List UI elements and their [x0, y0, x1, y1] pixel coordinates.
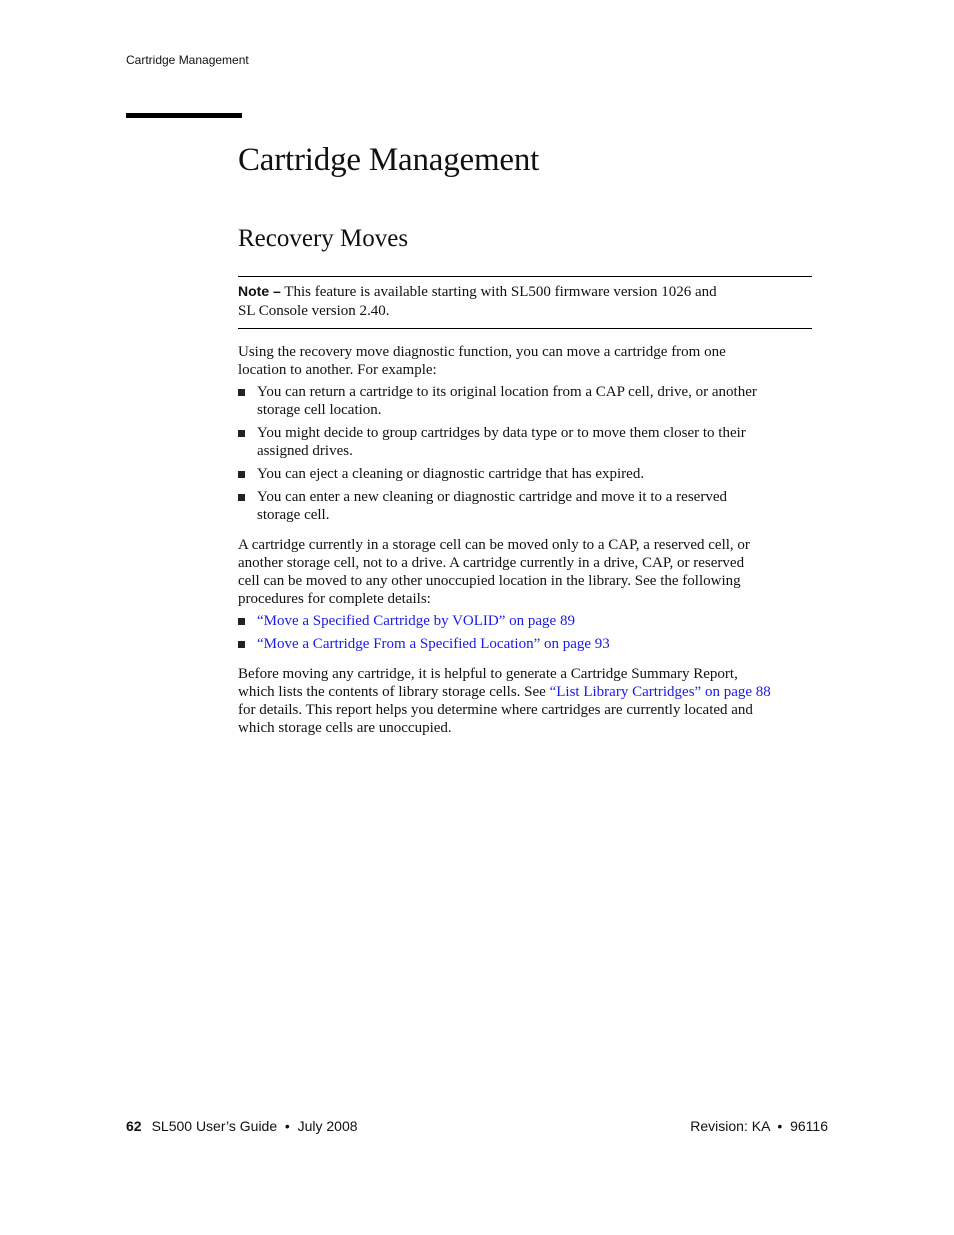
- bullet-square-icon: [238, 389, 245, 396]
- section-title: Recovery Moves: [238, 225, 409, 252]
- move-rules-paragraph: A cartridge currently in a storage cell can be moved only to a CAP, a reserved cell, or another storage cell, not to a drive. A cartridge currently in a drive, CAP, or reserved cell can be moved to any other unoccupied location in the library. See the following procedures for complete details:: [238, 537, 750, 607]
- bullet-square-icon: [238, 618, 245, 625]
- summary-report-paragraph: Before moving any cartridge, it is helpful to generate a Cartridge Summary Report, which lists the contents of library storage cells. See “List Library Cartridges” on page 88 for details. This report helps you determine where cartridges are currently located and which storage cells are unoccupied.: [238, 666, 771, 736]
- running-head: Cartridge Management: [126, 53, 249, 67]
- bullet-square-icon: [238, 430, 245, 437]
- footer-doc-title: SL500 User’s Guide • July 2008: [151, 1118, 358, 1134]
- bullet-square-icon: [238, 471, 245, 478]
- examples-list: [238, 383, 828, 524]
- list-item: You might decide to group cartridges by data type or to move them closer to their assigned drives.: [238, 424, 828, 460]
- chapter-rule: [126, 113, 242, 118]
- list-item: You can enter a new cleaning or diagnostic cartridge and move it to a reserved storage cell.: [238, 488, 828, 524]
- list-item: You can return a cartridge to its original location from a CAP cell, drive, or another storage cell location.: [238, 383, 828, 419]
- footer-left: [126, 1118, 358, 1134]
- body-content: [238, 343, 828, 747]
- note-text-line2: SL Console version 2.40.: [238, 303, 390, 319]
- page-number: 62: [126, 1118, 142, 1134]
- list-item: [238, 635, 828, 653]
- link-list-library-cartridges[interactable]: “List Library Cartridges” on page 88: [549, 684, 771, 700]
- procedure-links-list: [238, 612, 828, 653]
- intro-paragraph: Using the recovery move diagnostic function, you can move a cartridge from one location to another. For example:: [238, 344, 726, 378]
- list-item: You can eject a cleaning or diagnostic cartridge that has expired.: [238, 465, 828, 483]
- note-text-line1: This feature is available starting with SL500 firmware version 1026 and: [284, 284, 717, 300]
- link-move-by-volid[interactable]: “Move a Specified Cartridge by VOLID” on page 89: [257, 613, 575, 629]
- bullet-square-icon: [238, 494, 245, 501]
- chapter-title: Cartridge Management: [238, 142, 540, 178]
- list-item: [238, 612, 828, 630]
- bullet-square-icon: [238, 641, 245, 648]
- note-label: Note –: [238, 283, 281, 299]
- note-box: [238, 276, 812, 329]
- link-move-from-location[interactable]: “Move a Cartridge From a Specified Location” on page 93: [257, 636, 610, 652]
- footer-revision: Revision: KA • 96116: [690, 1118, 828, 1134]
